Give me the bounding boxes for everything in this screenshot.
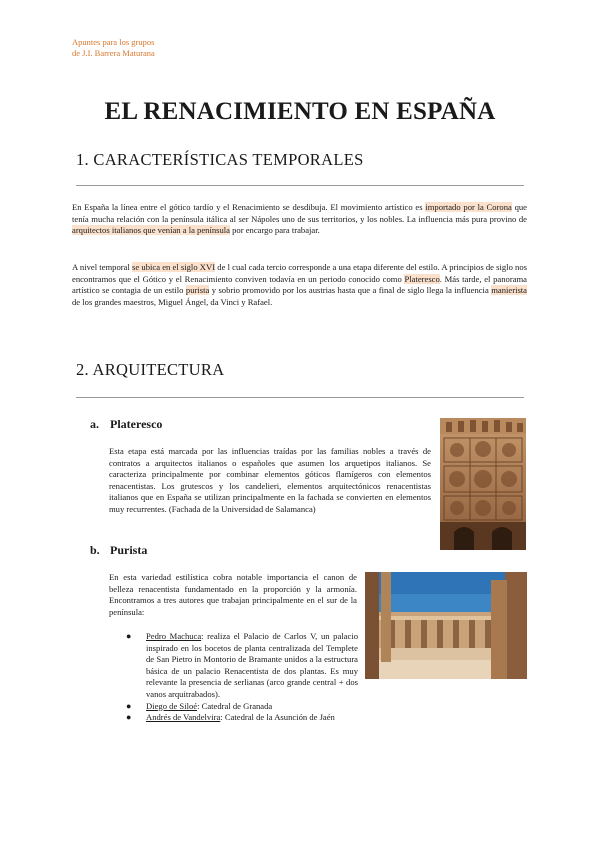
- section2-divider: [76, 397, 524, 398]
- p2-highlight-2: Plateresco: [404, 273, 440, 284]
- p2-highlight-1: se ubica en el siglo XVI: [132, 262, 216, 272]
- header-note-line1: Apuntes para los grupos: [72, 37, 155, 47]
- bullet-icon: ●: [126, 700, 132, 711]
- p2-text-2: de l cual cada tercio corresponde a una etapa diferente del estilo. A principios de siglo nos encontramos que el Gótico y el Renacimiento conviven todavía en un periodo conocido como: [72, 262, 527, 284]
- author-name: Pedro Machuca: [146, 631, 202, 641]
- bullet-icon: ●: [126, 631, 132, 641]
- subsection-b-heading: [90, 543, 147, 558]
- subsection-a-marker: a.: [90, 417, 99, 431]
- list-item: [126, 701, 358, 713]
- list-item: [126, 631, 358, 701]
- p2-highlight-3: purista: [185, 285, 210, 296]
- p2-text-3: . Más tarde, el panorama artístico se contagia de un estilo: [72, 273, 528, 296]
- p1-highlight-1: importado por la Corona: [425, 202, 512, 212]
- section1-divider: [76, 185, 524, 186]
- section1-heading: 1. CARACTERÍSTICAS TEMPORALES: [76, 150, 364, 169]
- author-description: : Catedral de la Asunción de Jaén: [220, 712, 335, 723]
- p2-text-5: de los grandes maestros, Miguel Ángel, da Vinci y Rafael.: [72, 296, 273, 307]
- salamanca-facade-image: [440, 418, 526, 550]
- p1-highlight-2: arquitectos italianos que venían a la península: [72, 225, 230, 236]
- subsection-b-marker: b.: [90, 543, 100, 557]
- author-name: Diego de Siloé: [146, 700, 198, 711]
- subsection-a-title: Plateresco: [110, 417, 163, 431]
- p1-text-2: que tenía mucha relación con la península itálica al ser Nápoles uno de sus territorios, y los nobles. La influencia más pura provino de: [72, 202, 527, 224]
- p1-text-3: por encargo para trabajar.: [229, 225, 320, 236]
- author-name: Andrés de Vandelvira: [146, 712, 221, 723]
- author-description: : Catedral de Granada: [197, 700, 273, 711]
- author-description: : realiza el Palacio de Carlos V, un palacio inspirado en los bocetos de planta centralizada del Templete de San Pietro in Montorio de Bramante unidos a la estructura básica de un palacio Renacentista de dos plantas. Es muy relevante la presencia de serlianas (arco grande central + dos vanos arquitrabados).: [146, 631, 358, 699]
- palacio-carlos-v-image: [365, 572, 527, 679]
- section1-paragraph2: [72, 262, 527, 308]
- subsection-b-title: Purista: [110, 543, 148, 557]
- subsection-a-heading: [90, 417, 162, 432]
- p2-text-1: A nivel temporal: [72, 262, 133, 272]
- header-note-line2: de J.I. Barrera Maturana: [72, 48, 155, 58]
- section2-heading: 2. ARQUITECTURA: [76, 360, 225, 379]
- header-note: [72, 37, 155, 59]
- section1-paragraph1: [72, 202, 527, 237]
- p2-highlight-4: manierista: [491, 285, 527, 296]
- purista-authors-list: [126, 631, 358, 724]
- subsection-b-text: En esta variedad estilística cobra notable importancia el canon de belleza renacentista fundamentado en la proporción y la armonía. Encontramos a tres autores que trabajan principalmente en el sur de la península:: [109, 572, 357, 617]
- subsection-a-text: Esta etapa está marcada por las influencias traídas por las familias nobles a través de contratos a arquitectos italianos o españoles que asumen los arquetipos italianos. Se caracteriza principalmente por combinar elementos góticos flamígeros con elementos renacentistas. Los grutescos y los candelieri, elementos arquitectónicos renacentistas italianos que en España se utilizan principalmente en la fachada se convierten en elementos muy recurrentes. (Fachada de la Universidad de Salamanca): [109, 446, 431, 514]
- p1-text-1: En España la línea entre el gótico tardío y el Renacimiento se desdibuja. El movimiento artístico es: [72, 202, 426, 212]
- list-item: [126, 712, 358, 724]
- p2-text-4: y sobrio promovido por los austrias hasta que a final de siglo llega la influencia: [209, 285, 492, 296]
- bullet-icon: ●: [126, 712, 132, 723]
- page-title: EL RENACIMIENTO EN ESPAÑA: [104, 98, 496, 125]
